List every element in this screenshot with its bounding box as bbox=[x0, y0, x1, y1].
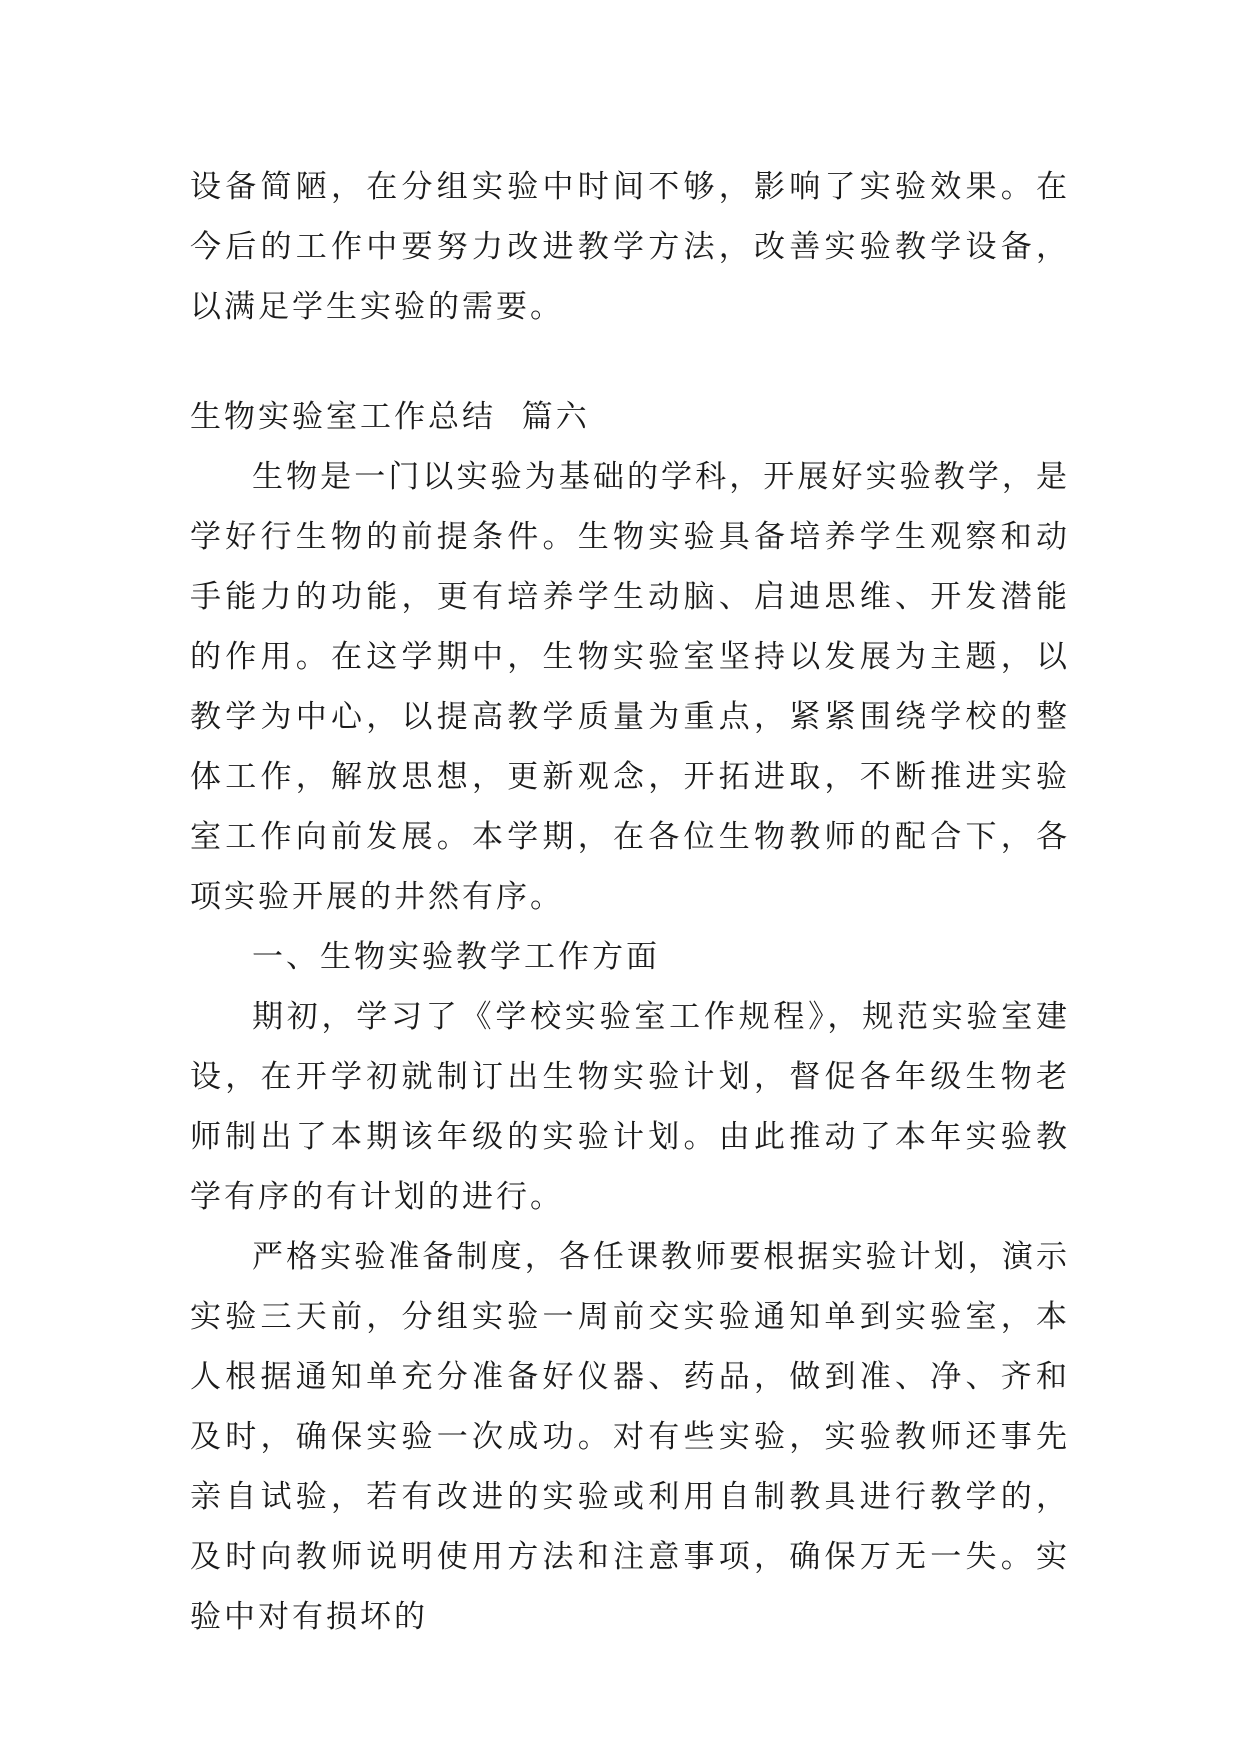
section-heading-block bbox=[190, 387, 1070, 447]
section-body bbox=[190, 447, 1070, 1647]
continuation-paragraph: 设备简陋，在分组实验中时间不够，影响了实验效果。在今后的工作中要努力改进教学方法，改善实验教学设备，以满足学生实验的需要。 bbox=[190, 169, 1070, 325]
continuation-block bbox=[190, 157, 1070, 337]
paragraph-intro: 生物是一门以实验为基础的学科，开展好实验教学，是学好行生物的前提条件。生物实验具备培养学生观察和动手能力的功能，更有培养学生动脑、启迪思维、开发潜能的作用。在这学期中，生物实验室坚持以发展为主题，以教学为中心，以提高教学质量为重点，紧紧围绕学校的整体工作，解放思想，更新观念，开拓进取，不断推进实验室工作向前发展。本学期，在各位生物教师的配合下，各项实验开展的井然有序。 bbox=[190, 459, 1070, 915]
subheading-teaching-work: 一、生物实验教学工作方面 bbox=[252, 939, 660, 975]
paragraph-planning: 期初，学习了《学校实验室工作规程》，规范实验室建设，在开学初就制订出生物实验计划，督促各年级生物老师制出了本期该年级的实验计划。由此推动了本年实验教学有序的有计划的进行。 bbox=[190, 999, 1070, 1215]
paragraph-preparation: 严格实验准备制度，各任课教师要根据实验计划，演示实验三天前，分组实验一周前交实验通知单到实验室，本人根据通知单充分准备好仪器、药品，做到准、净、齐和及时，确保实验一次成功。对有些实验，实验教师还事先亲自试验，若有改进的实验或利用自制教具进行教学的，及时向教师说明使用方法和注意事项，确保万无一失。实验中对有损坏的 bbox=[190, 1239, 1070, 1635]
section-title: 生物实验室工作总结 篇六 bbox=[190, 399, 590, 435]
